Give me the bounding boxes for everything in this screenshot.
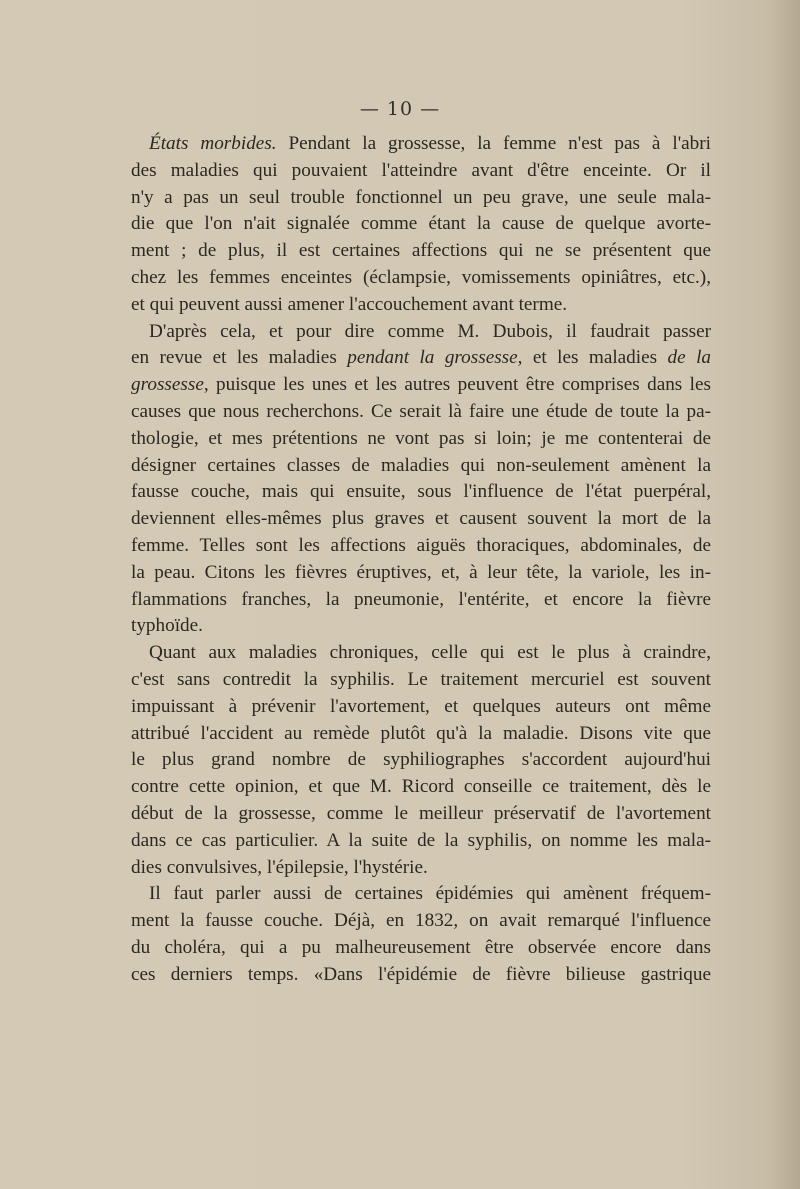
text-line: [131, 533, 711, 560]
text-line: [131, 479, 711, 506]
text-line: [131, 935, 711, 962]
text-line: [131, 345, 711, 372]
text-line: [131, 640, 711, 667]
text-run: D'après cela, et pour dire comme M. Dubois, il faudrait passer: [149, 320, 711, 342]
text-line: [131, 747, 711, 774]
text-run: typhoïde.: [131, 615, 203, 637]
text-run: ment ; de plus, il est certaines affections qui ne se présentent que: [131, 240, 711, 262]
text-run: Pendant la grossesse, la femme n'est pas à l'abri: [276, 133, 711, 154]
text-line: [131, 962, 711, 989]
text-line: [131, 908, 711, 935]
text-run: , puisque les unes et les autres peuvent être comprises dans les: [203, 374, 711, 396]
text-line: [131, 211, 711, 238]
text-run: dans ce cas particulier. A la suite de la syphilis, on nomme les mala-: [131, 829, 711, 851]
text-run: die que l'on n'ait signalée comme étant la cause de quelque avorte-: [131, 213, 711, 235]
text-line: [131, 694, 711, 721]
text-line: [131, 292, 711, 319]
text-line: [131, 131, 711, 158]
italic-text: États morbides.: [149, 133, 277, 154]
text-run: la peau. Citons les fièvres éruptives, et, à leur tête, la variole, les in-: [131, 561, 711, 583]
text-line: [131, 265, 711, 292]
text-run: attribué l'accident au remède plutôt qu'à la maladie. Disons vite que: [131, 722, 711, 744]
text-run: c'est sans contredit la syphilis. Le traitement mercuriel est souvent: [131, 668, 711, 690]
text-run: contre cette opinion, et que M. Ricord conseille ce traitement, dès le: [131, 776, 711, 798]
page-number: — 10 —: [359, 98, 441, 120]
body-text: [131, 131, 711, 989]
text-run: chez les femmes enceintes (éclampsie, vomissements opiniâtres, etc.),: [131, 266, 711, 288]
text-run: Quant aux maladies chroniques, celle qui est le plus à craindre,: [149, 642, 711, 664]
text-line: [131, 372, 711, 399]
text-line: [131, 426, 711, 453]
text-line: [131, 560, 711, 587]
text-line: [131, 667, 711, 694]
text-run: impuissant à prévenir l'avortement, et quelques auteurs ont même: [131, 695, 711, 717]
text-run: thologie, et mes prétentions ne vont pas si loin; je me contenterai de: [131, 427, 711, 449]
text-run: début de la grossesse, comme le meilleur préservatif de l'avortement: [131, 802, 711, 824]
text-run: Il faut parler aussi de certaines épidémies qui amènent fréquem-: [149, 883, 711, 905]
text-run: flammations franches, la pneumonie, l'entérite, et encore la fièvre: [131, 588, 711, 610]
text-run: fausse couche, mais qui ensuite, sous l'influence de l'état puerpéral,: [131, 481, 711, 503]
text-line: [131, 881, 711, 908]
text-line: [131, 613, 711, 640]
text-line: [131, 801, 711, 828]
text-line: [131, 238, 711, 265]
text-run: ces derniers temps. «Dans l'épidémie de fièvre bilieuse gastrique: [131, 963, 711, 985]
text-run: n'y a pas un seul trouble fonctionnel un peu grave, une seule mala-: [131, 186, 711, 208]
text-run: ment la fausse couche. Déjà, en 1832, on avait remarqué l'influence: [131, 910, 711, 932]
text-run: désigner certaines classes de maladies qui non-seulement amènent la: [131, 454, 711, 476]
text-run: des maladies qui pouvaient l'atteindre avant d'être enceinte. Or il: [131, 159, 711, 181]
text-line: [131, 721, 711, 748]
text-run: causes que nous recherchons. Ce serait là faire une étude de toute la pa-: [131, 400, 711, 422]
text-line: [131, 319, 711, 346]
text-line: [131, 399, 711, 426]
text-line: [131, 453, 711, 480]
text-line: [131, 855, 711, 882]
text-line: [131, 506, 711, 533]
text-line: [131, 774, 711, 801]
text-line: [131, 587, 711, 614]
text-line: [131, 158, 711, 185]
text-run: deviennent elles-mêmes plus graves et causent souvent la mort de la: [131, 508, 711, 530]
text-line: [131, 828, 711, 855]
text-run: dies convulsives, l'épilepsie, l'hystérie.: [131, 856, 428, 878]
text-run: femme. Telles sont les affections aiguës thoraciques, abdominales, de: [131, 534, 711, 556]
text-run: du choléra, qui a pu malheureusement être observée encore dans: [131, 936, 711, 958]
text-run: le plus grand nombre de syphiliographes s'accordent aujourd'hui: [131, 749, 711, 771]
text-run: et qui peuvent aussi amener l'accouchement avant terme.: [131, 293, 568, 315]
italic-text: pendant la grossesse: [347, 347, 518, 369]
italic-text: grossesse: [131, 374, 204, 396]
text-run: en revue et les maladies: [131, 347, 348, 369]
text-run: , et les maladies: [517, 347, 668, 369]
italic-text: de la: [667, 347, 711, 369]
text-line: [131, 185, 711, 212]
